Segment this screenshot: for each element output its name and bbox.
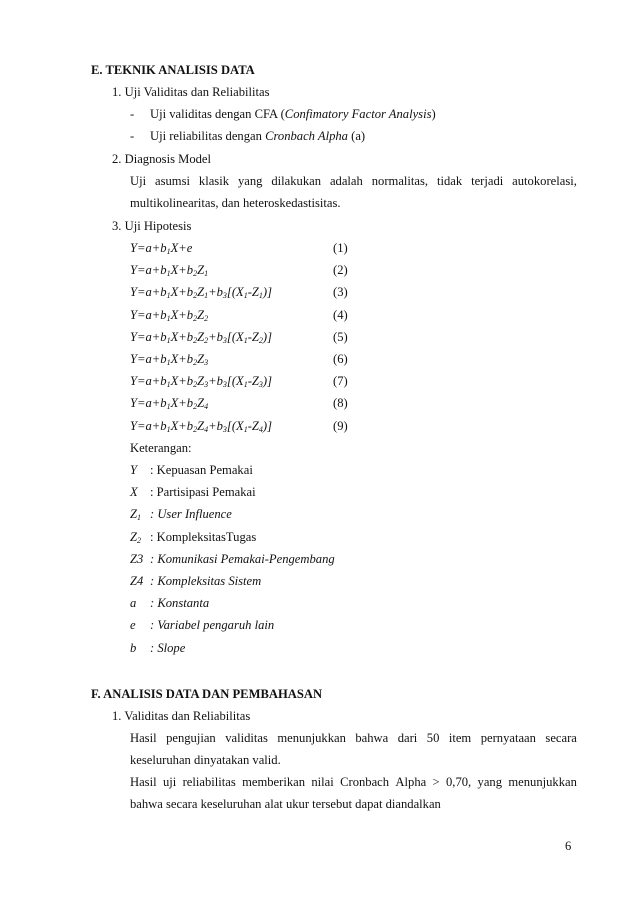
equation-subscript: 3 xyxy=(258,380,263,390)
legend-description: : Kepuasan Pemakai xyxy=(150,463,253,477)
legend-symbol xyxy=(130,484,138,500)
equation-subscript: 1 xyxy=(204,291,209,301)
equation-subscript: 2 xyxy=(193,335,198,345)
word: klasik xyxy=(198,174,230,188)
item-f1-title: 1. Validitas dan Reliabilitas xyxy=(112,709,251,723)
legend-description: : Variabel pengaruh lain xyxy=(150,618,275,633)
equation-number: (9) xyxy=(333,418,348,433)
equation-text: [(X xyxy=(226,374,244,389)
diagnosis-paragraph-line2: multikolinearitas, dan heteroskedastisitas. xyxy=(130,196,341,210)
equation-subscript: 2 xyxy=(193,313,198,323)
word: memberikan xyxy=(242,775,306,789)
legend-symbol xyxy=(130,551,143,567)
word: 50 xyxy=(426,731,440,745)
equation-text: [(X xyxy=(226,418,244,433)
bullet-reliabilitas: Uji reliabilitas dengan Cronbach Alpha (a) xyxy=(150,129,366,143)
equation xyxy=(130,373,272,389)
item-2-title: 2. Diagnosis Model xyxy=(112,152,211,166)
equation xyxy=(130,284,272,300)
word: secara xyxy=(545,731,577,745)
equation xyxy=(130,395,208,411)
legend-description: : Partisipasi Pemakai xyxy=(150,485,256,500)
equation-text: Y=a+b xyxy=(130,396,167,411)
bullet-dash-1: - xyxy=(130,107,135,121)
keterangan-label: Keterangan: xyxy=(130,441,192,455)
equation-subscript: 2 xyxy=(193,380,198,390)
equation-text: Z xyxy=(197,418,205,433)
equation-subscript: 2 xyxy=(193,424,198,434)
equation-text: X+b xyxy=(170,307,194,322)
legend-symbol xyxy=(130,617,136,633)
equation-text: X+b xyxy=(170,329,194,344)
word: normalitas, xyxy=(371,174,429,188)
word: item xyxy=(448,731,472,745)
equation-text: +b xyxy=(208,329,223,344)
equation-text: Z xyxy=(197,396,205,411)
equation-subscript: 3 xyxy=(204,380,209,390)
equation-text: )] xyxy=(262,329,273,344)
legend-description: : KompleksitasTugas xyxy=(150,529,257,544)
equation-text: X+b xyxy=(170,263,194,278)
equation-subscript: 1 xyxy=(204,269,209,279)
legend-symbol xyxy=(130,462,137,478)
equation-subscript: 1 xyxy=(166,380,171,390)
equation-number: (2) xyxy=(333,263,348,278)
equation-number: (5) xyxy=(333,329,348,344)
equation-text: X+b xyxy=(170,352,194,366)
equation-subscript: 1 xyxy=(166,313,171,323)
equation-subscript: 1 xyxy=(243,335,248,345)
equation-text: X+b xyxy=(170,418,194,433)
section-e-heading: E. TEKNIK ANALISIS DATA xyxy=(91,63,255,77)
equation-subscript: 1 xyxy=(258,291,263,301)
equation xyxy=(130,351,208,367)
equation-text: Z xyxy=(197,374,205,389)
reliabilitas-paragraph-line1 xyxy=(130,774,577,790)
equation-subscript: 2 xyxy=(193,269,198,279)
equation-subscript: 1 xyxy=(243,380,248,390)
legend-symbol-text: X xyxy=(130,485,138,500)
word: dari xyxy=(397,731,418,745)
equation-text: Z xyxy=(197,329,205,344)
equation xyxy=(130,418,272,434)
equation-subscript: 2 xyxy=(193,291,198,301)
word: asumsi xyxy=(155,174,190,188)
equation-text: -Z xyxy=(247,285,259,300)
legend-symbol-text: Z4 xyxy=(130,574,144,588)
equation-subscript: 2 xyxy=(193,402,198,412)
equation xyxy=(130,307,208,323)
word: adalah xyxy=(329,174,363,188)
equation-number: (8) xyxy=(333,396,348,411)
equation-text: X+b xyxy=(170,285,194,300)
word: uji xyxy=(162,775,177,789)
equation xyxy=(130,240,192,256)
equation-subscript: 1 xyxy=(243,291,248,301)
word: > xyxy=(432,775,440,789)
reliabilitas-paragraph-line2: bahwa secara keseluruhan alat ukur tersebut dapat diandalkan xyxy=(130,797,441,811)
equation-number: (1) xyxy=(333,241,348,255)
legend-symbol-text: b xyxy=(130,640,137,655)
equation-text: +b xyxy=(208,418,223,433)
word: autokorelasi, xyxy=(512,174,577,188)
bullet-dash-2: - xyxy=(130,129,135,143)
word: Hasil xyxy=(130,775,157,789)
equation-text: X+b xyxy=(170,374,194,389)
equation-text: [(X xyxy=(226,285,244,300)
equation-number: (3) xyxy=(333,285,348,300)
equation-subscript: 1 xyxy=(166,424,171,434)
equation-text: Y=a+b xyxy=(130,374,167,389)
legend-description: : User Influence xyxy=(150,507,232,522)
equation-subscript: 4 xyxy=(258,424,263,434)
legend-symbol-subscript: 1 xyxy=(137,513,142,523)
equation-text: +b xyxy=(208,374,223,389)
word: Hasil xyxy=(130,731,157,745)
legend-symbol-text: Z xyxy=(130,507,138,522)
page-number: 6 xyxy=(565,839,572,853)
legend-symbol-text: a xyxy=(130,596,137,611)
equation-subscript: 3 xyxy=(222,424,227,434)
legend-symbol-text: Z3 xyxy=(130,551,144,566)
equation-subscript: 1 xyxy=(243,424,248,434)
equation-text: X+e xyxy=(170,241,193,255)
word: 0,70, xyxy=(446,775,472,789)
equation-subscript: 1 xyxy=(166,247,171,256)
equation-subscript: 2 xyxy=(204,313,209,323)
equation-text: )] xyxy=(262,374,273,389)
equation-text: X+b xyxy=(170,396,194,411)
equation-subscript: 4 xyxy=(204,402,209,412)
equation-text: Y=a+b xyxy=(130,329,167,344)
equation-text: -Z xyxy=(247,418,259,433)
item-1-title: 1. Uji Validitas dan Reliabilitas xyxy=(112,85,270,99)
equation-subscript: 3 xyxy=(222,335,227,345)
equation xyxy=(130,329,272,345)
legend-symbol xyxy=(130,529,141,545)
word: pengujian xyxy=(166,731,216,745)
word: bahwa xyxy=(355,731,389,745)
equation-text: Z xyxy=(197,285,205,300)
legend-description: : Kompleksitas Sistem xyxy=(150,574,262,588)
equation-subscript: 2 xyxy=(193,358,198,367)
equation-text: Z xyxy=(197,263,205,278)
equation-text: +b xyxy=(208,285,223,300)
equation-number: (6) xyxy=(333,352,348,366)
equation-subscript: 4 xyxy=(204,424,209,434)
legend-symbol-subscript: 2 xyxy=(137,535,142,545)
word: reliabilitas xyxy=(182,775,236,789)
word: Cronbach xyxy=(340,775,390,789)
word: nilai xyxy=(311,775,334,789)
word: terjadi xyxy=(471,174,504,188)
word: Alpha xyxy=(395,775,427,789)
equation-text: Y=a+b xyxy=(130,285,167,300)
word: yang xyxy=(477,775,503,789)
diagnosis-paragraph-line1 xyxy=(130,173,577,189)
equation-text: Y=a+b xyxy=(130,352,167,366)
equation-subscript: 2 xyxy=(258,335,263,345)
equation-text: Y=a+b xyxy=(130,263,167,278)
equation-text: Y=a+b xyxy=(130,241,167,255)
legend-description: : Komunikasi Pemakai-Pengembang xyxy=(150,551,335,566)
word: pernyataan xyxy=(480,731,536,745)
legend-symbol xyxy=(130,640,136,656)
legend-symbol xyxy=(130,506,141,522)
word: menunjukkan xyxy=(277,731,346,745)
equation-subscript: 1 xyxy=(166,402,171,412)
equation-subscript: 2 xyxy=(204,335,209,345)
equation-text: Z xyxy=(197,352,205,366)
equation-text: )] xyxy=(262,285,273,300)
validitas-paragraph-line1 xyxy=(130,730,577,746)
legend-symbol-text: Z xyxy=(130,529,138,544)
item-3-title: 3. Uji Hipotesis xyxy=(112,219,192,233)
legend-symbol-text: Y xyxy=(130,463,138,477)
word: dilakukan xyxy=(271,174,322,188)
legend-description: : Konstanta xyxy=(150,596,210,611)
equation-subscript: 1 xyxy=(166,358,171,367)
equation-text: [(X xyxy=(226,329,244,344)
equation-text: -Z xyxy=(247,374,259,389)
equation-text: -Z xyxy=(247,329,259,344)
word: menunjukkan xyxy=(508,775,577,789)
equation-text: )] xyxy=(262,418,273,433)
equation-number: (7) xyxy=(333,374,348,389)
section-f-heading: F. ANALISIS DATA DAN PEMBAHASAN xyxy=(91,687,323,701)
equation-subscript: 3 xyxy=(204,358,209,367)
word: tidak xyxy=(436,174,463,188)
equation-subscript: 3 xyxy=(222,291,227,301)
word: validitas xyxy=(225,731,268,745)
equation-subscript: 1 xyxy=(166,335,171,345)
equation xyxy=(130,262,208,278)
word: Uji xyxy=(130,174,147,188)
legend-symbol-text: e xyxy=(130,618,136,633)
legend-symbol xyxy=(130,595,136,611)
equation-text: Z xyxy=(197,307,205,322)
equation-subscript: 3 xyxy=(222,380,227,390)
equation-text: Y=a+b xyxy=(130,307,167,322)
bullet-validitas: Uji validitas dengan CFA (Confimatory Factor Analysis) xyxy=(150,107,436,121)
equation-subscript: 1 xyxy=(166,291,171,301)
equation-subscript: 1 xyxy=(166,269,171,279)
legend-symbol xyxy=(130,573,143,589)
equation-text: Y=a+b xyxy=(130,418,167,433)
legend-description: : Slope xyxy=(150,640,186,655)
equation-number: (4) xyxy=(333,307,348,322)
word: yang xyxy=(237,174,263,188)
validitas-paragraph-line2: keseluruhan dinyatakan valid. xyxy=(130,753,281,767)
